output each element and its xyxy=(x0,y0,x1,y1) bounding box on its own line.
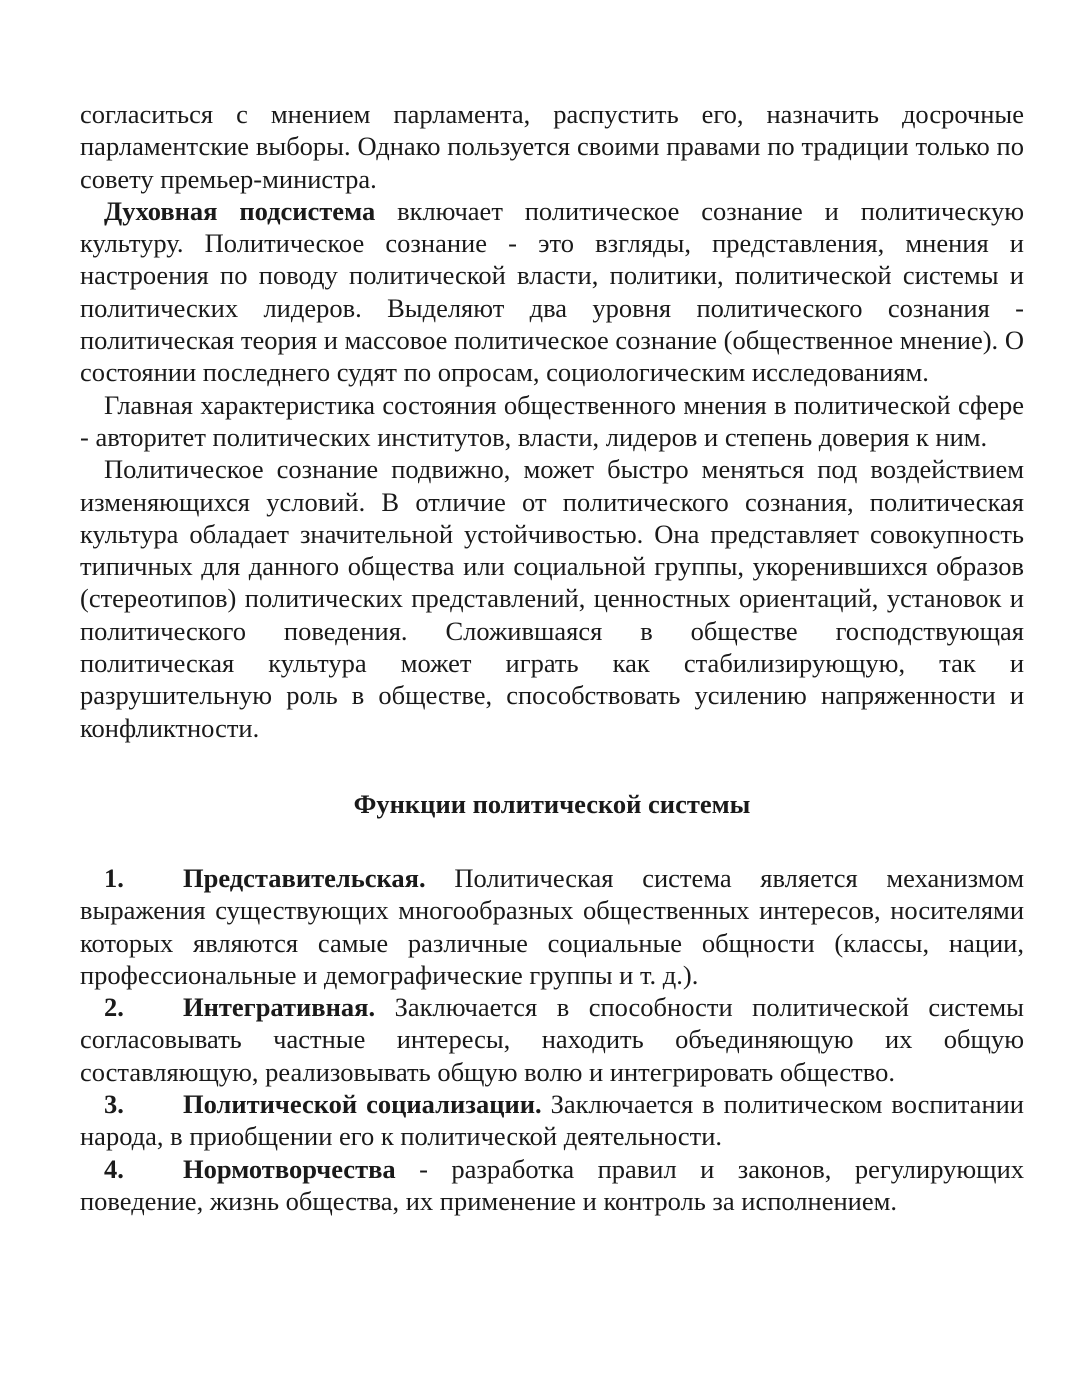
list-item-text: Заключается в политическом воспитании народа, в приобщении его к политической деятельности. xyxy=(80,1089,1024,1152)
list-item xyxy=(80,1153,1024,1218)
paragraph-text: Главная характеристика состояния общественного мнения в политической сфере - авторитет политических институтов, власти, лидеров и степень доверия к ним. xyxy=(80,389,1024,452)
document-page xyxy=(80,98,1024,1217)
paragraph xyxy=(80,195,1024,389)
list-item xyxy=(80,862,1024,991)
list-item-title: Нормотворчества xyxy=(183,1153,396,1184)
paragraph-text: включает политическое сознание и политическую культуру. Политическое сознание - это взгляды, представления, мнения и настроения по поводу политической власти, политики, политической системы и политических лидеров. Выделяют два уровня политического сознания - политическая теория и массовое политическое сознание (общественное мнение). О состоянии последнего судят по опросам, социологическим исследованиям. xyxy=(80,195,1024,388)
paragraph-text: согласиться с мнением парламента, распустить его, назначить досрочные парламентские выборы. Однако пользуется своими правами по традиции только по совету премьер-министра. xyxy=(80,99,1024,194)
list-item xyxy=(80,991,1024,1088)
list-item-title: Интегративная. xyxy=(183,992,376,1023)
paragraph xyxy=(80,453,1024,744)
list-item-title: Представительская. xyxy=(183,862,426,893)
paragraph xyxy=(80,98,1024,195)
list-item-number: 3. xyxy=(104,1089,124,1120)
paragraph-text: Политическое сознание подвижно, может быстро меняться под воздействием изменяющихся условий. В отличие от политического сознания, политическая культура обладает значительной устойчивостью. Она представляет совокупность типичных для данного общества или социальной группы, укоренившихся образов (стереотипов) политических представлений, ценностных ориентаций, установок и политического поведения. Сложившаяся в обществе господствующая политическая культура может играть как стабилизирующую, так и разрушительную роль в обществе, способствовать усилению напряженности и конфликтности. xyxy=(80,454,1024,743)
paragraph xyxy=(80,389,1024,454)
functions-list xyxy=(80,862,1024,1217)
paragraph-bold-term: Духовная подсистема xyxy=(104,195,376,226)
list-item-number: 4. xyxy=(104,1153,124,1184)
section-heading: Функции политической системы xyxy=(353,788,751,819)
list-item-number: 2. xyxy=(104,992,124,1023)
list-item-number: 1. xyxy=(104,862,124,893)
list-item-title: Политической социализации. xyxy=(183,1089,542,1120)
list-item-text: - разработка правил и законов, регулирующих поведение, жизнь общества, их применение и контроль за исполнением. xyxy=(80,1153,1024,1216)
list-item-text: Политическая система является механизмом выражения существующих многообразных общественных интересов, носителями которых являются самые различные социальные общности (классы, нации, профессиональные и демографические группы и т. д.). xyxy=(80,862,1024,990)
list-item xyxy=(80,1088,1024,1153)
list-item-text: Заключается в способности политической системы согласовывать частные интересы, находить объединяющую их общую составляющую, реализовывать общую волю и интегрировать общество. xyxy=(80,992,1024,1087)
